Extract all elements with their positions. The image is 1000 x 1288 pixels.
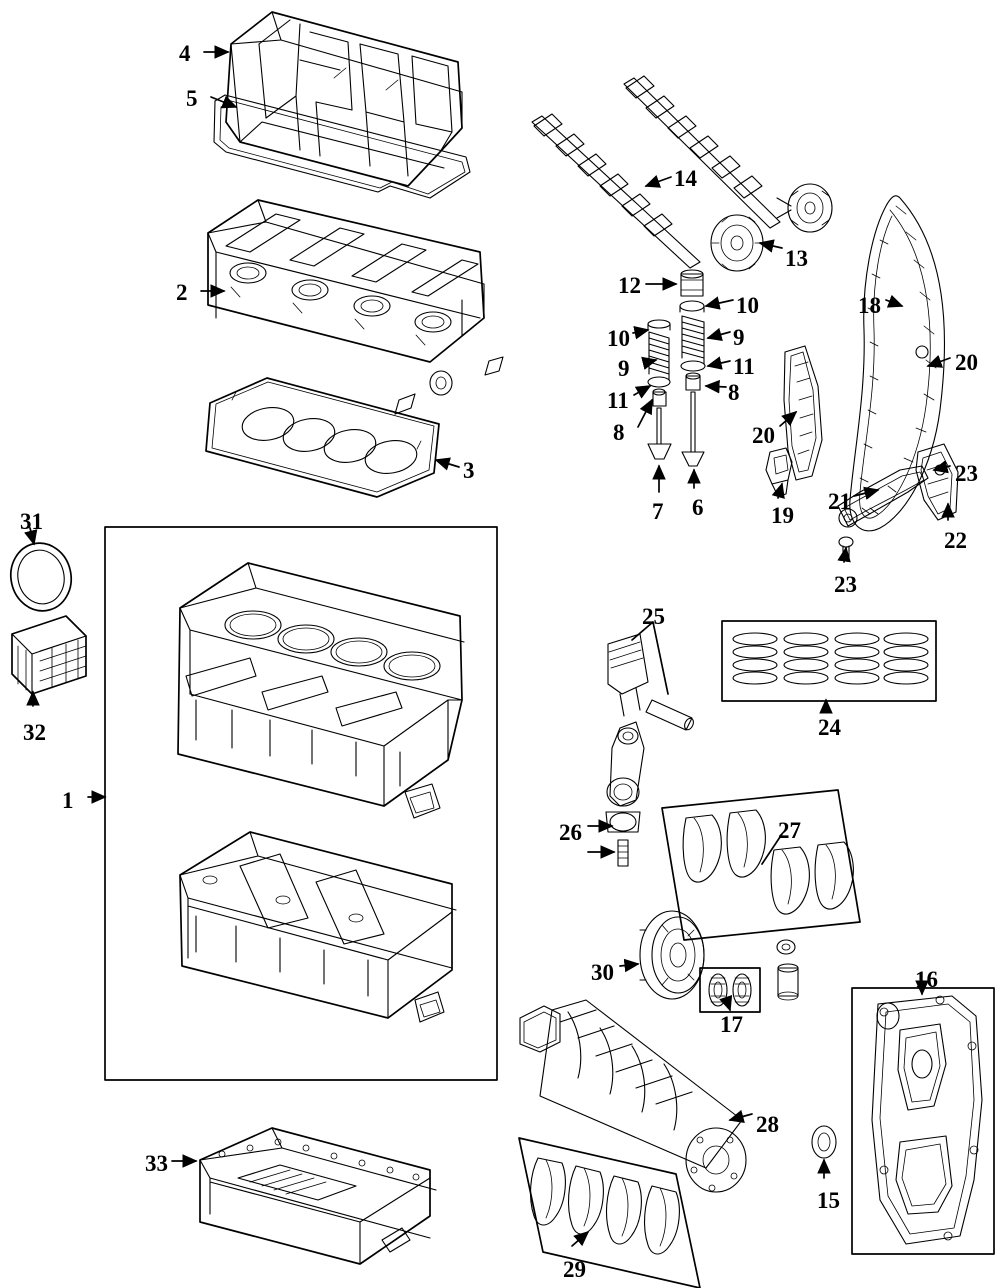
- callout-29: 29: [563, 1257, 586, 1282]
- callout-22: 22: [944, 528, 967, 553]
- part-cylinder-head-cover-gasket: [214, 95, 470, 198]
- callout-25: 25: [642, 604, 665, 629]
- callout-6: 6: [692, 495, 704, 520]
- part-pivot-bolt: [766, 448, 792, 496]
- callout-18: 18: [858, 293, 881, 318]
- part-timing-cover: [852, 988, 994, 1254]
- part-small-spacer: [777, 940, 798, 1000]
- part-piston-rings: [722, 621, 936, 701]
- callout-3: 3: [463, 458, 475, 483]
- part-crank-pulley: [640, 911, 704, 999]
- part-valve-train: [648, 270, 705, 466]
- callout-11-right: 11: [733, 354, 755, 379]
- callout-28: 28: [756, 1112, 779, 1137]
- callout-24: 24: [818, 715, 841, 740]
- part-cylinder-block: [178, 563, 464, 818]
- callout-23-bottom: 23: [834, 572, 857, 597]
- callout-19: 19: [771, 503, 794, 528]
- callout-8-left: 8: [613, 420, 625, 445]
- callout-14: 14: [674, 166, 697, 191]
- callout-33: 33: [145, 1151, 168, 1176]
- part-rear-oil-seal: [5, 538, 78, 617]
- callout-7: 7: [652, 499, 664, 524]
- part-camshaft-upper: [624, 76, 832, 232]
- part-chain-guide-left: [784, 346, 822, 480]
- callout-1: 1: [62, 788, 74, 813]
- part-front-oil-seal: [812, 1126, 836, 1158]
- part-piston: [608, 634, 695, 731]
- part-oil-cooler: [12, 616, 86, 694]
- callout-23-right: 23: [955, 461, 978, 486]
- callout-8-right: 8: [728, 380, 740, 405]
- callout-9-right: 9: [733, 325, 745, 350]
- callout-32: 32: [23, 720, 46, 745]
- callout-30: 30: [591, 960, 614, 985]
- callout-4: 4: [179, 41, 191, 66]
- part-cylinder-head-cover: [226, 12, 462, 186]
- callout-12: 12: [618, 273, 641, 298]
- callout-11-left: 11: [607, 388, 629, 413]
- part-crank-sprocket: [700, 968, 760, 1012]
- callout-21: 21: [828, 489, 851, 514]
- part-oil-pan: [200, 1128, 436, 1264]
- callout-17: 17: [720, 1012, 743, 1037]
- callout-13: 13: [785, 246, 808, 271]
- callout-26: 26: [559, 820, 582, 845]
- callout-5: 5: [186, 86, 198, 111]
- callout-20-right: 20: [955, 350, 978, 375]
- callout-15: 15: [817, 1188, 840, 1213]
- callout-31: 31: [20, 509, 43, 534]
- part-cylinder-head-gasket: [206, 378, 439, 497]
- part-cylinder-head: [208, 200, 503, 414]
- part-camshaft-lower: [532, 114, 763, 271]
- part-crankshaft: [520, 1000, 746, 1192]
- part-bedplate: [180, 832, 456, 1022]
- callout-20-left: 20: [752, 423, 775, 448]
- part-timing-chain: [850, 196, 945, 531]
- callout-2: 2: [176, 280, 188, 305]
- callout-27: 27: [778, 818, 801, 843]
- callout-10-upper: 10: [736, 293, 759, 318]
- part-main-bearings: [519, 1138, 700, 1288]
- callout-16: 16: [915, 967, 938, 992]
- part-rod-bearings: [662, 790, 860, 940]
- callout-10-left: 10: [607, 326, 630, 351]
- callout-9-left: 9: [618, 356, 630, 381]
- callout-leaders: [30, 52, 950, 1246]
- part-connecting-rod: [606, 722, 644, 866]
